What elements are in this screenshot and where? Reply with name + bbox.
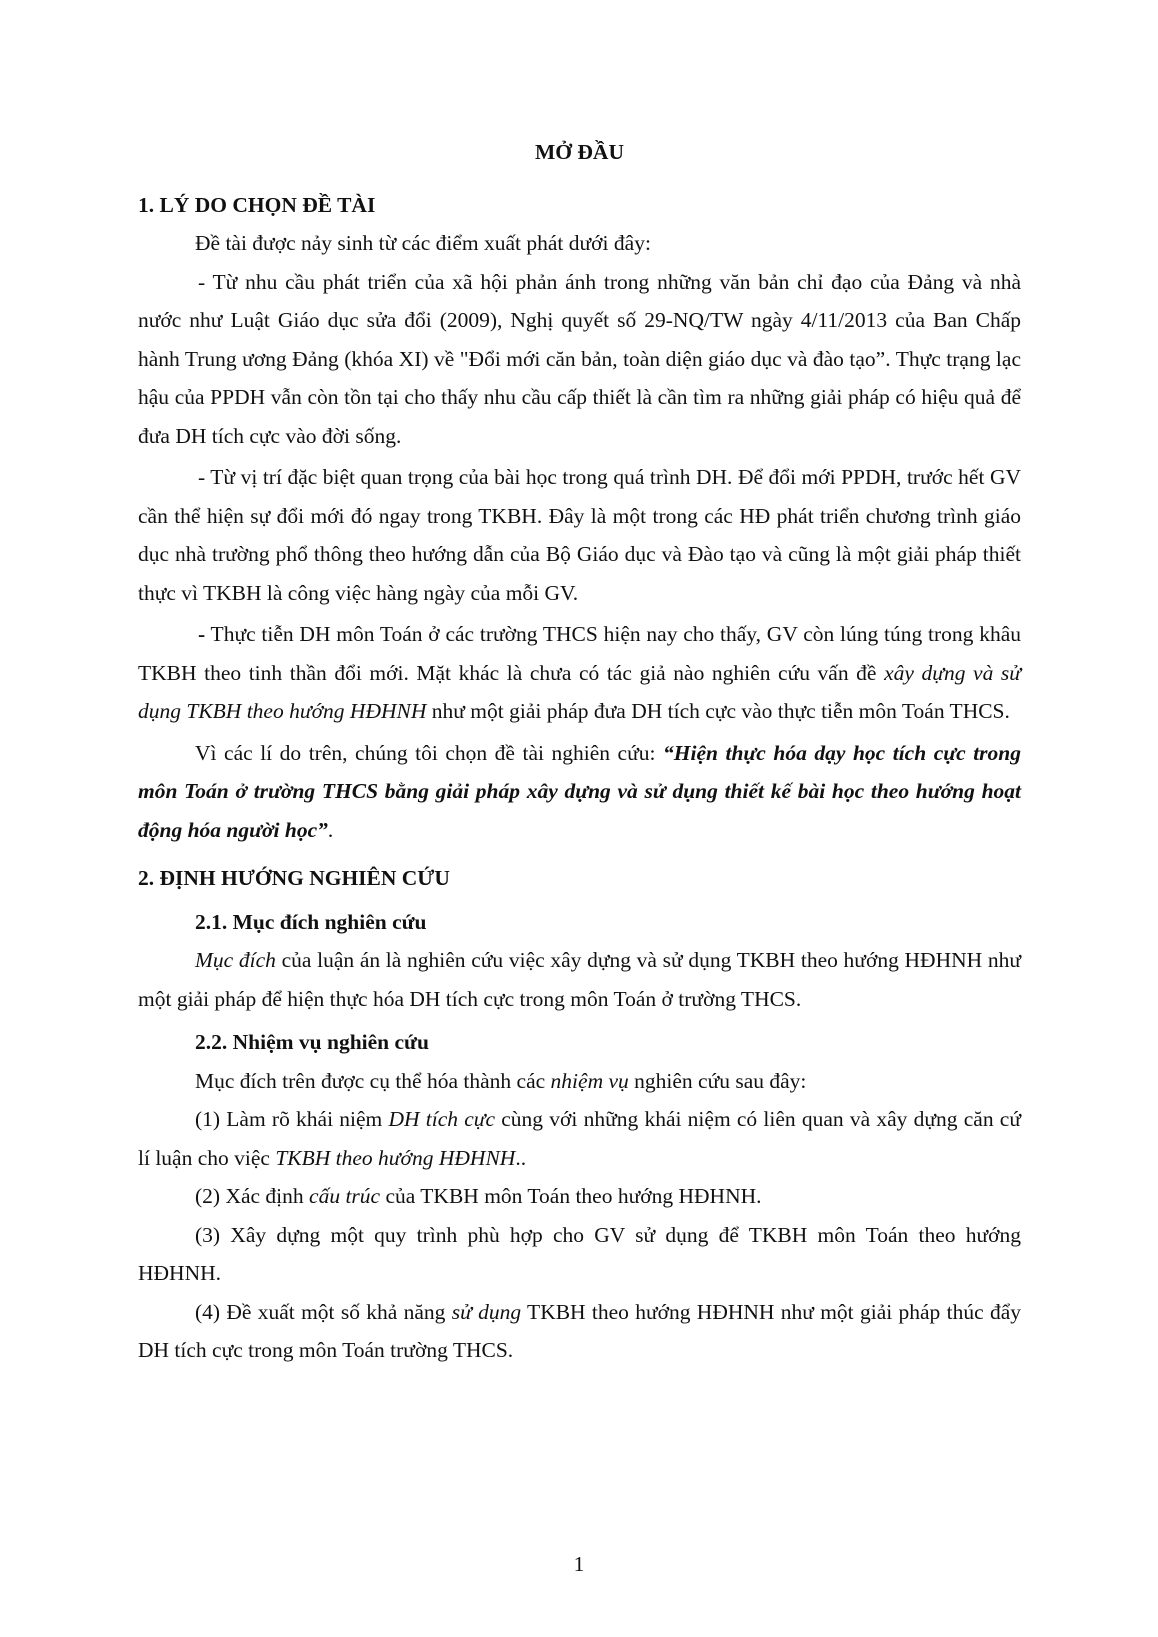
task-2-text-a: (2) Xác định bbox=[195, 1184, 310, 1208]
reason-3-italic: xây dựng và sử dụng TKBH theo hướng HĐHNH bbox=[138, 660, 1022, 723]
page-number: 1 bbox=[573, 1552, 585, 1576]
task-4-text-a: (4) Đề xuất một số khả năng bbox=[195, 1299, 452, 1324]
subsection-2-1-heading: 2.1. Mục đích nghiên cứu bbox=[195, 909, 427, 934]
task-2-italic: cấu trúc bbox=[309, 1184, 381, 1208]
conclusion-end: . bbox=[327, 817, 334, 842]
task-1-text-c: .. bbox=[515, 1145, 527, 1170]
dash-mark: - bbox=[198, 622, 206, 646]
tasks-intro-b: nghiên cứu sau đây: bbox=[628, 1068, 807, 1093]
tasks-intro-a: Mục đích trên được cụ thể hóa thành các bbox=[195, 1068, 551, 1093]
task-1-text-a: (1) Làm rõ khái niệm bbox=[195, 1107, 389, 1131]
page-title: MỞ ĐẦU bbox=[535, 140, 624, 164]
task-4-italic: sử dụng bbox=[451, 1299, 522, 1324]
thesis-title: “Hiện thực hóa dạy học tích cực trong môn Toán ở trường THCS bằng giải pháp xây dựng và sử dụng thiết kế bài học theo hướng hoạt động hóa người học” bbox=[138, 740, 1021, 842]
conclusion-text: Vì các lí do trên, chúng tôi chọn đề tài nghiên cứu: bbox=[195, 740, 664, 765]
reason-paragraph-3 bbox=[138, 615, 1021, 731]
reason-3-text-b: như một giải pháp đưa DH tích cực vào thực tiễn môn Toán THCS. bbox=[426, 699, 1010, 723]
task-1-italic-b: TKBH theo hướng HĐHNH bbox=[275, 1145, 516, 1170]
task-1-italic-a: DH tích cực bbox=[388, 1107, 496, 1131]
task-2-text-b: của TKBH môn Toán theo hướng HĐHNH. bbox=[380, 1184, 762, 1208]
task-1 bbox=[138, 1100, 1021, 1177]
purpose-text: của luận án là nghiên cứu việc xây dựng và sử dụng TKBH theo hướng HĐHNH như một giải pháp để hiện thực hóa DH tích cực trong môn Toán ở trường THCS. bbox=[138, 948, 1021, 1011]
purpose-italic: Mục đích bbox=[195, 948, 276, 972]
reason-paragraph-1: - Từ nhu cầu phát triển của xã hội phản ánh trong những văn bản chỉ đạo của Đảng và nhà nước như Luật Giáo dục sửa đổi (2009), Nghị quyết số 29-NQ/TW ngày 4/11/2013 của Ban Chấp hành Trung ương Đảng (khóa XI) về "Đổi mới căn bản, toàn diện giáo dục và đào tạo”. Thực trạng lạc hậu của PPDH vẫn còn tồn tại cho thấy nhu cầu cấp thiết là cần tìm ra những giải pháp có hiệu quả để đưa DH tích cực vào đời sống. bbox=[138, 269, 1021, 448]
task-2 bbox=[138, 1177, 1021, 1216]
task-3: (3) Xây dựng một quy trình phù hợp cho GV sử dụng để TKBH môn Toán theo hướng HĐHNH. bbox=[138, 1222, 1021, 1285]
task-4 bbox=[138, 1293, 1021, 1370]
section-1-heading: 1. LÝ DO CHỌN ĐỀ TÀI bbox=[138, 192, 376, 217]
task-4-text-b: TKBH theo hướng HĐHNH như một giải pháp thúc đẩy DH tích cực trong môn Toán trường THCS. bbox=[138, 1299, 1021, 1362]
tasks-intro-italic: nhiệm vụ bbox=[550, 1068, 629, 1093]
subsection-2-2-heading: 2.2. Nhiệm vụ nghiên cứu bbox=[195, 1030, 429, 1054]
section-2-heading: 2. ĐỊNH HƯỚNG NGHIÊN CỨU bbox=[138, 866, 450, 890]
reason-paragraph-2: - Từ vị trí đặc biệt quan trọng của bài học trong quá trình DH. Để đổi mới PPDH, trước hết GV cần thể hiện sự đổi mới đó ngay trong TKBH. Đây là một trong các HĐ phát triển chương trình giáo dục nhà trường phổ thông theo hướng dẫn của Bộ Giáo dục và Đào tạo và cũng là một giải pháp thiết thực vì TKBH là công việc hàng ngày của mỗi GV. bbox=[138, 465, 1021, 605]
tasks-intro bbox=[138, 1062, 1021, 1101]
conclusion-paragraph bbox=[138, 734, 1021, 850]
section-1-intro: Đề tài được nảy sinh từ các điểm xuất phát dưới đây: bbox=[195, 231, 651, 255]
task-1-text-b: cùng với những khái niệm có liên quan và xây dựng căn cứ lí luận cho việc bbox=[138, 1107, 1022, 1170]
purpose-paragraph bbox=[138, 941, 1021, 1018]
reason-3-text-a: Thực tiễn DH môn Toán ở các trường THCS hiện nay cho thấy, GV còn lúng túng trong khâu TKBH theo tinh thần đổi mới. Mặt khác là chưa có tác giả nào nghiên cứu vấn đề bbox=[138, 622, 1021, 685]
